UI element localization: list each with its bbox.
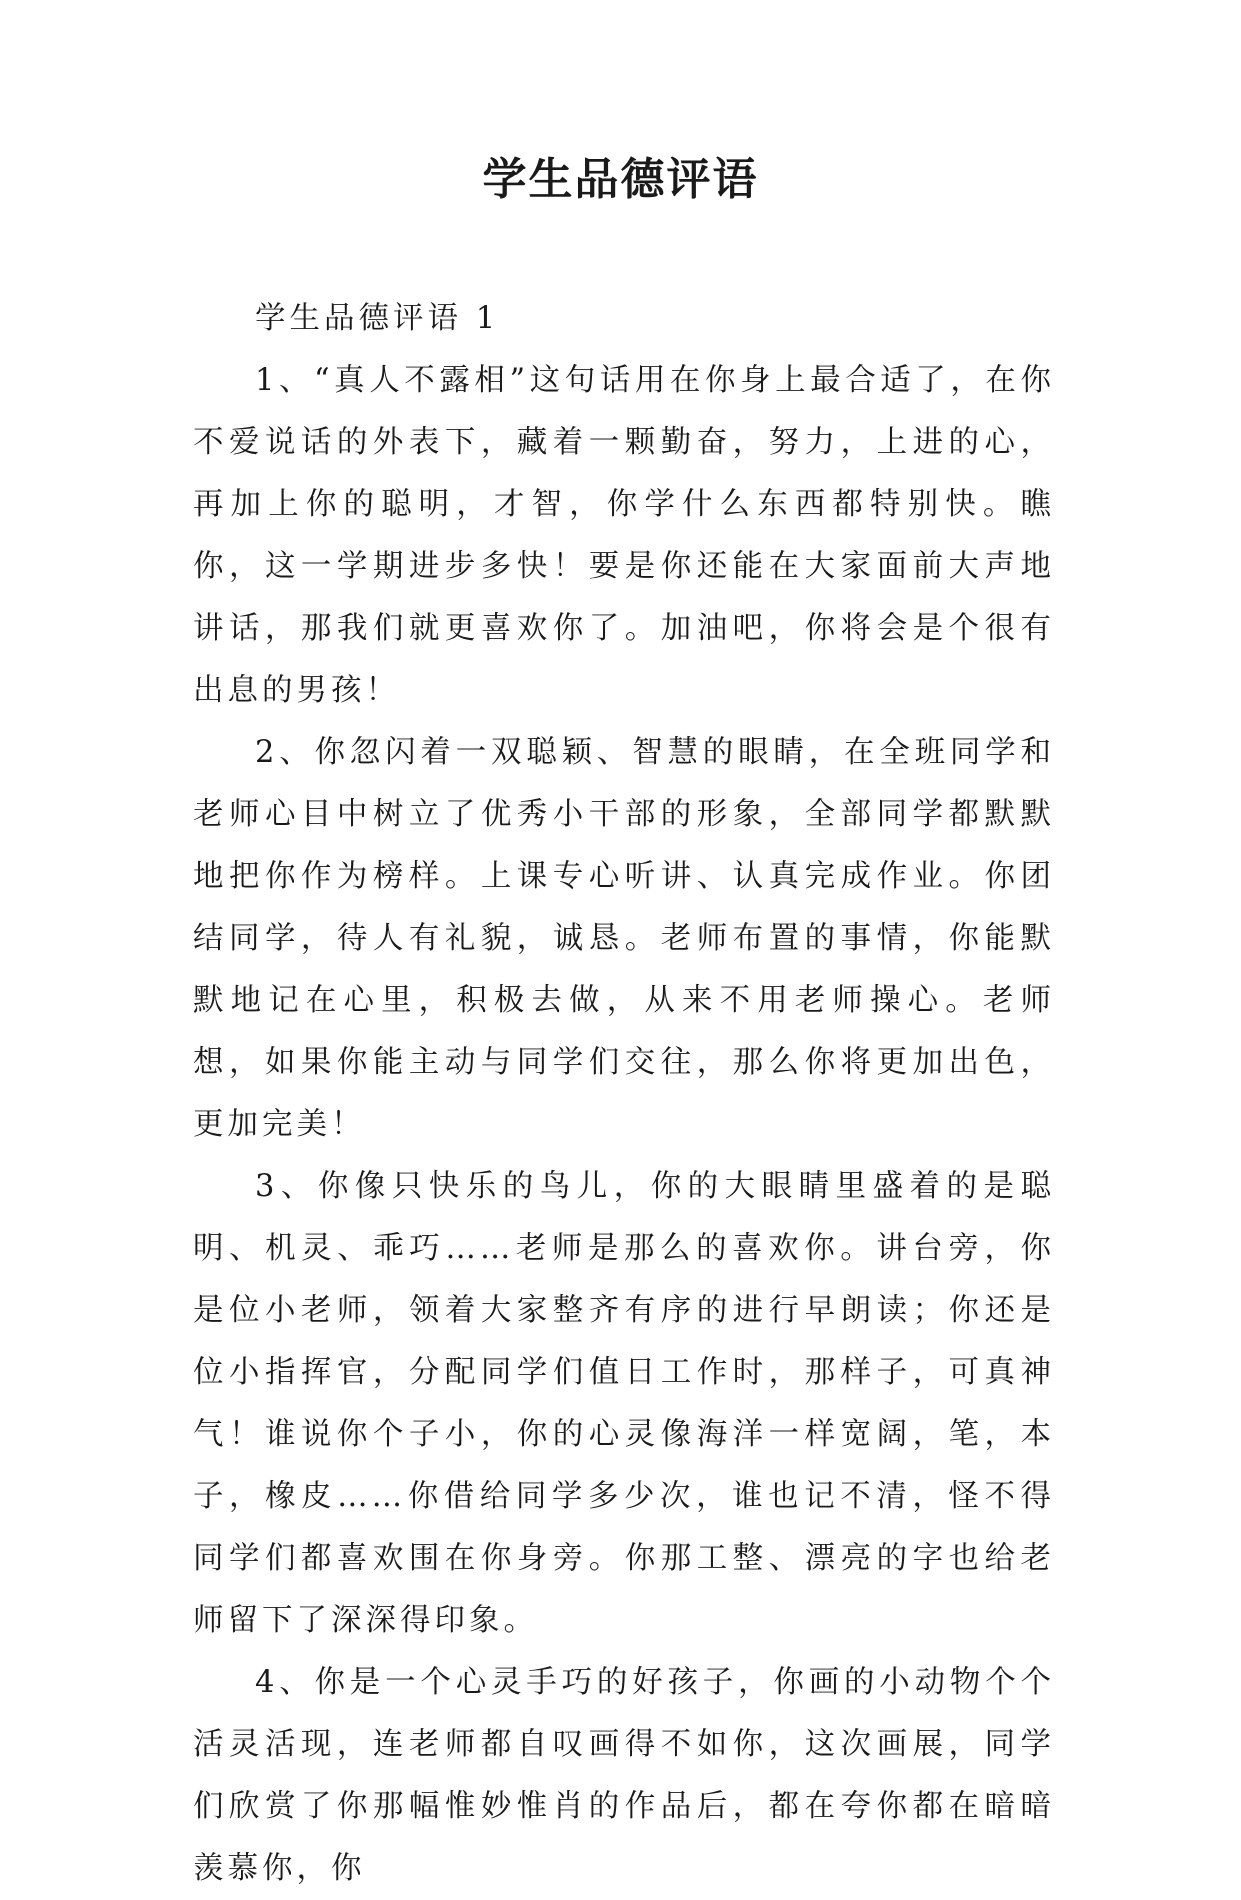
document-body xyxy=(193,288,1055,1900)
comment-paragraph-4: 4、你是一个心灵手巧的好孩子，你画的小动物个个活灵活现，连老师都自叹画得不如你，这次画展，同学们欣赏了你那幅惟妙惟肖的作品后，都在夸你都在暗暗羡慕你，你 xyxy=(193,1665,1055,1886)
comment-paragraph-1: 1、“真人不露相”这句话用在你身上最合适了，在你不爱说话的外表下，藏着一颗勤奋，努力，上进的心，再加上你的聪明，才智，你学什么东西都特别快。瞧你，这一学期进步多快！要是你还能在大家面前大声地讲话，那我们就更喜欢你了。加油吧，你将会是个很有出息的男孩！ xyxy=(193,363,1055,708)
document-title: 学生品德评语 xyxy=(482,154,759,205)
section-heading: 学生品德评语 1 xyxy=(255,301,500,336)
comment-paragraph-3: 3、你像只快乐的鸟儿，你的大眼睛里盛着的是聪明、机灵、乖巧……老师是那么的喜欢你。讲台旁，你是位小老师，领着大家整齐有序的进行早朗读；你还是位小指挥官，分配同学们值日工作时，那样子，可真神气！谁说你个子小，你的心灵像海洋一样宽阔，笔，本子，橡皮……你借给同学多少次，谁也记不清，怪不得同学们都喜欢围在你身旁。你那工整、漂亮的字也给老师留下了深深得印象。 xyxy=(193,1169,1055,1638)
comment-paragraph-2: 2、你忽闪着一双聪颖、智慧的眼睛，在全班同学和老师心目中树立了优秀小干部的形象，全部同学都默默地把你作为榜样。上课专心听讲、认真完成作业。你团结同学，待人有礼貌，诚恳。老师布置的事情，你能默默地记在心里，积极去做，从来不用老师操心。老师想，如果你能主动与同学们交往，那么你将更加出色，更加完美！ xyxy=(193,735,1055,1142)
